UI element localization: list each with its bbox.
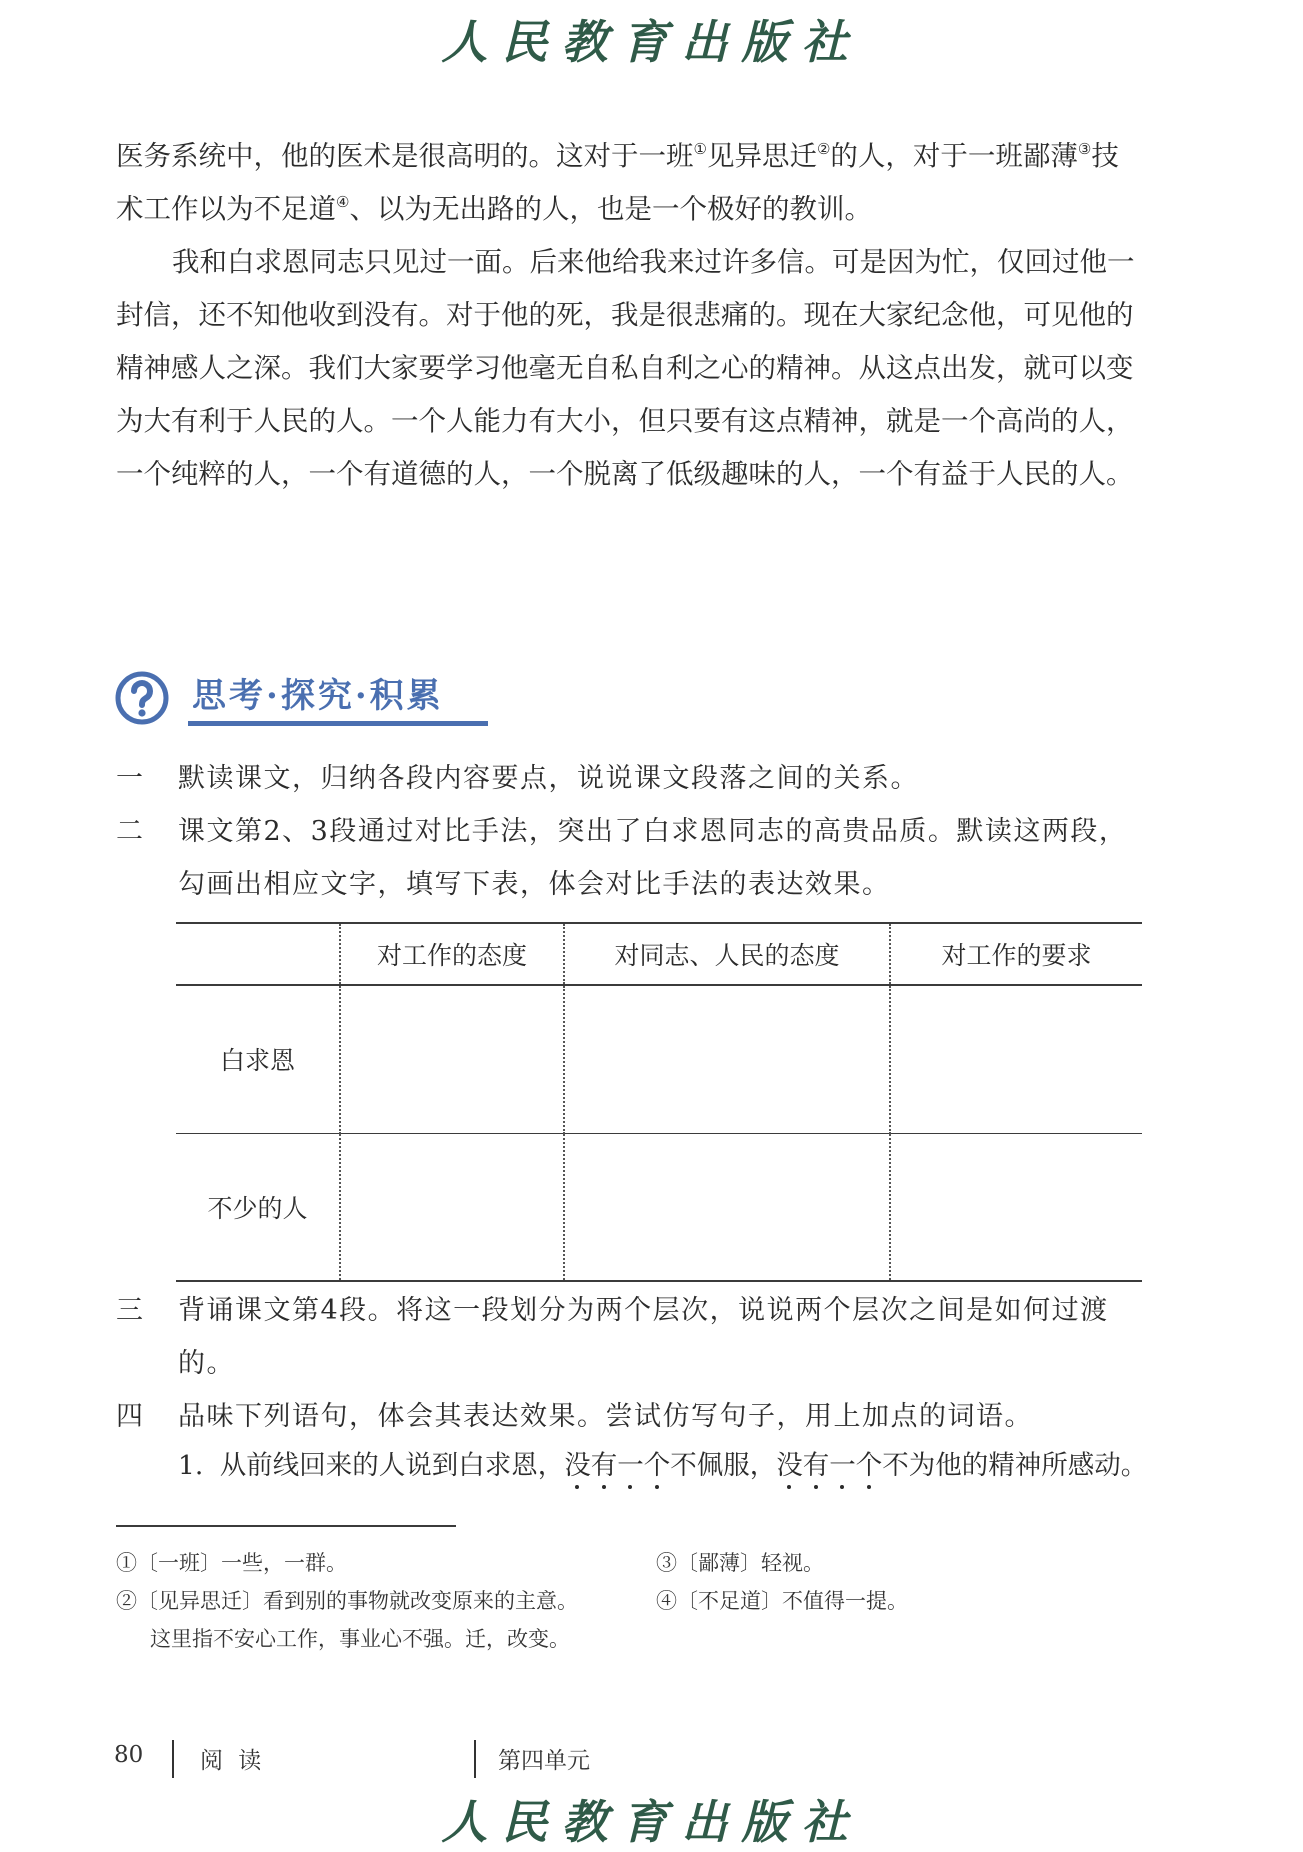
question-2-number: 二 (116, 816, 145, 847)
paragraph-2 (116, 236, 1142, 501)
table-header-empty (176, 923, 340, 985)
footnote-4: ④〔不足道〕不值得一提。 (656, 1589, 908, 1613)
table-header-people-attitude: 对同志、人民的态度 (564, 923, 890, 985)
emphasized-text (776, 1450, 882, 1481)
comparison-table (176, 922, 1142, 1282)
footnote-3: ③〔鄙薄〕轻视。 (656, 1551, 824, 1575)
emphasis-dot-char: 没 (564, 1450, 591, 1481)
table-cell-blank[interactable] (340, 985, 564, 1133)
question-1-text: 默读课文，归纳各段内容要点，说说课文段落之间的关系。 (178, 763, 919, 794)
table-header-work-requirement: 对工作的要求 (890, 923, 1142, 985)
section-underline (188, 721, 488, 726)
p1-text-e: 、以为无出路的人，也是一个极好的教训。 (349, 193, 872, 225)
table-cell-blank[interactable] (890, 1133, 1142, 1281)
table-row (176, 1133, 1142, 1281)
footnote-divider (116, 1525, 456, 1527)
emphasis-dot-char: 没 (776, 1450, 803, 1481)
emphasis-dot-char: 个 (643, 1450, 671, 1481)
emphasis-dot-char: 有 (590, 1450, 618, 1481)
note-mark-2: ② (816, 140, 831, 158)
footnote-1: ①〔一班〕一些，一群。 (116, 1551, 347, 1575)
sentence-text-a: 从前线回来的人说到白求恩， (219, 1450, 565, 1481)
emphasis-dot-char: 个 (855, 1450, 883, 1481)
sentence-text-c: 不佩服， (670, 1450, 777, 1481)
table-cell-blank[interactable] (890, 985, 1142, 1133)
sentence-text-e: 不为他的精神所感动。 (882, 1450, 1148, 1481)
section-header (114, 662, 494, 732)
note-mark-3: ③ (1077, 140, 1092, 158)
table-cell-blank[interactable] (564, 985, 890, 1133)
footnote-2-continued: 这里指不安心工作，事业心不强。迁，改变。 (150, 1627, 570, 1651)
p1-text-a: 医务系统中，他的医术是很高明的。这对于一班 (116, 140, 694, 172)
question-2 (116, 805, 1142, 911)
question-3-number: 三 (116, 1295, 145, 1326)
question-mark-icon (114, 670, 170, 726)
emphasis-dot-char: 有 (802, 1450, 830, 1481)
p1-text-b: 见异思迁 (706, 140, 817, 172)
question-1 (116, 752, 1142, 805)
table-header-row (176, 923, 1142, 985)
page-number: 80 (114, 1742, 144, 1768)
table-cell-blank[interactable] (340, 1133, 564, 1281)
question-1-number: 一 (116, 763, 145, 794)
footer-divider (172, 1740, 174, 1778)
p1-text-d: 技术工作以为不足道 (116, 140, 1119, 225)
note-mark-4: ④ (336, 193, 350, 211)
footer-divider (474, 1740, 476, 1778)
question-3 (116, 1284, 1142, 1390)
footnote-2: ②〔见异思迁〕看到别的事物就改变原来的主意。 (116, 1589, 578, 1613)
question-4 (116, 1390, 1142, 1443)
table-header-work-attitude: 对工作的态度 (340, 923, 564, 985)
p1-text-c: 的人，对于一班鄙薄 (830, 140, 1078, 172)
footer-section: 阅 读 (200, 1748, 266, 1774)
question-3-text: 背诵课文第4段。将这一段划分为两个层次，说说两个层次之间是如何过渡的。 (178, 1295, 1109, 1379)
paragraph-1 (116, 130, 1142, 236)
page-footer (0, 1738, 1303, 1782)
sentence-number: 1. (178, 1450, 204, 1481)
table-cell-blank[interactable] (564, 1133, 890, 1281)
table-row (176, 985, 1142, 1133)
question-2-text: 课文第2、3段通过对比手法，突出了白求恩同志的高贵品质。默读这两段，勾画出相应文字，填写下表，体会对比手法的表达效果。 (178, 816, 1128, 900)
emphasized-phrase-2 (776, 1450, 882, 1481)
question-4-number: 四 (116, 1401, 145, 1432)
section-title: 思考·探究·积累 (192, 676, 444, 716)
note-mark-1: ① (693, 140, 707, 158)
emphasized-phrase-1 (564, 1450, 670, 1481)
table-row-label-others: 不少的人 (176, 1133, 340, 1281)
publisher-logo-top: 人民教育出版社 (441, 15, 862, 69)
emphasis-dot-char: 一 (617, 1450, 644, 1481)
question-4-text: 品味下列语句，体会其表达效果。尝试仿写句子，用上加点的词语。 (178, 1401, 1033, 1432)
example-sentence-1 (178, 1444, 1147, 1488)
emphasized-text (564, 1450, 670, 1481)
footer-unit: 第四单元 (498, 1748, 590, 1774)
table-row-label-bethune: 白求恩 (176, 985, 340, 1133)
emphasis-dot-char: 一 (829, 1450, 856, 1481)
publisher-logo-bottom: 人民教育出版社 (441, 1795, 862, 1849)
p2-text: 我和白求恩同志只见过一面。后来他给我来过许多信。可是因为忙，仅回过他一封信，还不知他收到没有。对于他的死，我是很悲痛的。现在大家纪念他，可见他的精神感人之深。我们大家要学习他毫无自私自利之心的精神。从这点出发，就可以变为大有利于人民的人。一个人能力有大小，但只要有这点精神，就是一个高尚的人，一个纯粹的人，一个有道德的人，一个脱离了低级趣味的人，一个有益于人民的人。 (116, 246, 1135, 490)
